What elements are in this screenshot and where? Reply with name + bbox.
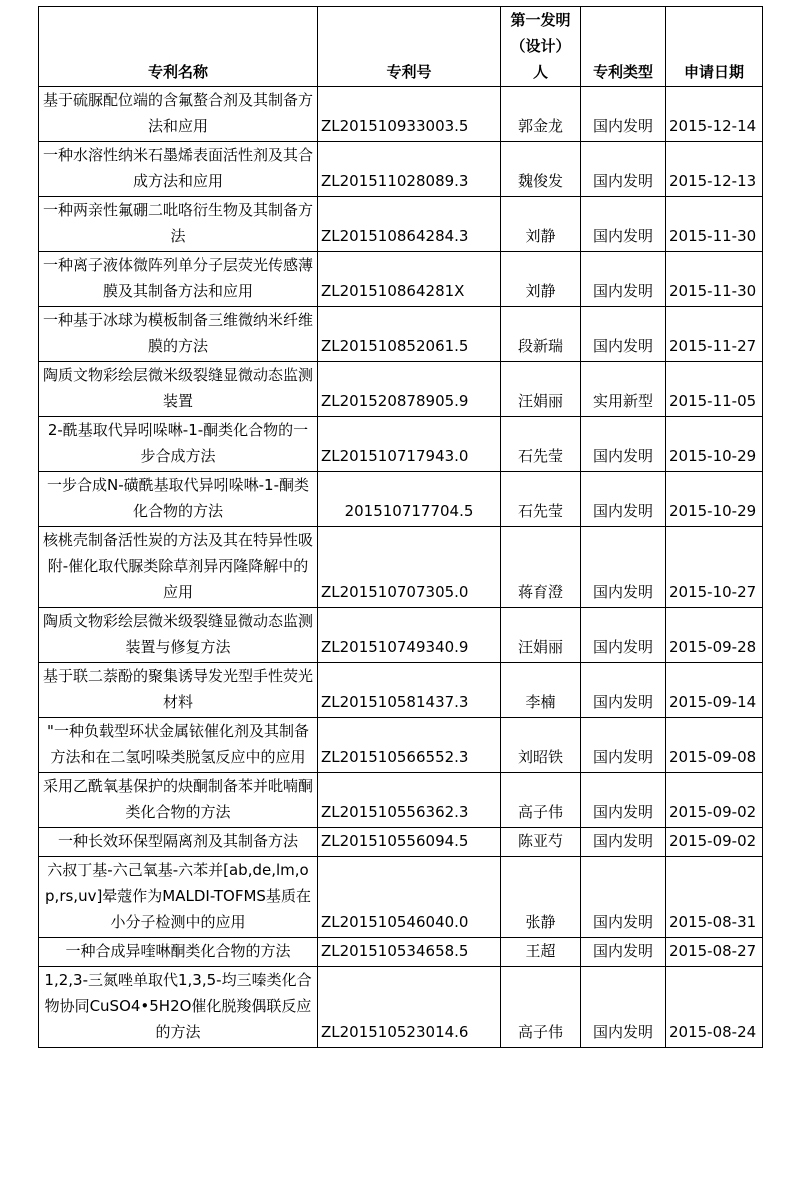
patent-type-cell: 国内发明 [581, 663, 666, 718]
patent-type-cell: 国内发明 [581, 197, 666, 252]
inventor-cell: 汪娟丽 [501, 362, 581, 417]
header-filing-date: 申请日期 [666, 7, 763, 87]
filing-date-cell: 2015-09-02 [666, 828, 763, 857]
inventor-cell: 高子伟 [501, 967, 581, 1048]
table-header-row [39, 7, 763, 87]
filing-date-cell: 2015-10-29 [666, 417, 763, 472]
patent-number-cell: ZL201510933003.5 [318, 87, 501, 142]
inventor-cell: 郭金龙 [501, 87, 581, 142]
table-row [39, 142, 763, 197]
patent-type-cell: 国内发明 [581, 472, 666, 527]
table-row [39, 307, 763, 362]
patent-name-cell: 一种两亲性氟硼二吡咯衍生物及其制备方法 [39, 197, 318, 252]
patent-number-cell: ZL201510864284.3 [318, 197, 501, 252]
patent-number-cell: ZL201510581437.3 [318, 663, 501, 718]
patent-name-cell: 陶质文物彩绘层微米级裂缝显微动态监测装置 [39, 362, 318, 417]
inventor-cell: 石先莹 [501, 417, 581, 472]
inventor-cell: 蒋育澄 [501, 527, 581, 608]
patent-name-cell: 一种水溶性纳米石墨烯表面活性剂及其合成方法和应用 [39, 142, 318, 197]
patent-name-cell: 核桃壳制备活性炭的方法及其在特异性吸附-催化取代脲类除草剂异丙隆降解中的应用 [39, 527, 318, 608]
patent-name-cell: "一种负载型环状金属铱催化剂及其制备方法和在二氢吲哚类脱氢反应中的应用 [39, 718, 318, 773]
patent-type-cell: 国内发明 [581, 87, 666, 142]
filing-date-cell: 2015-11-27 [666, 307, 763, 362]
table-row [39, 362, 763, 417]
patent-name-cell: 陶质文物彩绘层微米级裂缝显微动态监测装置与修复方法 [39, 608, 318, 663]
patent-number-cell: ZL201510556362.3 [318, 773, 501, 828]
filing-date-cell: 2015-10-27 [666, 527, 763, 608]
patent-name-cell: 一步合成N-磺酰基取代异吲哚啉-1-酮类化合物的方法 [39, 472, 318, 527]
inventor-cell: 段新瑞 [501, 307, 581, 362]
filing-date-cell: 2015-11-30 [666, 197, 763, 252]
table-row [39, 718, 763, 773]
patent-name-cell: 六叔丁基-六己氧基-六苯并[ab,de,lm,op,rs,uv]晕蔻作为MALDI-TOFMS基质在小分子检测中的应用 [39, 857, 318, 938]
patent-type-cell: 国内发明 [581, 527, 666, 608]
filing-date-cell: 2015-09-02 [666, 773, 763, 828]
patent-type-cell: 国内发明 [581, 967, 666, 1048]
inventor-cell: 石先莹 [501, 472, 581, 527]
table-row [39, 252, 763, 307]
patent-number-cell: ZL201510707305.0 [318, 527, 501, 608]
patent-number-cell: ZL201510852061.5 [318, 307, 501, 362]
filing-date-cell: 2015-12-14 [666, 87, 763, 142]
table-row [39, 608, 763, 663]
table-row [39, 857, 763, 938]
patent-number-cell: ZL201510534658.5 [318, 938, 501, 967]
inventor-cell: 张静 [501, 857, 581, 938]
header-patent-name: 专利名称 [39, 7, 318, 87]
filing-date-cell: 2015-08-31 [666, 857, 763, 938]
patent-name-cell: 一种长效环保型隔离剂及其制备方法 [39, 828, 318, 857]
patent-name-cell: 基于硫脲配位端的含氟螯合剂及其制备方法和应用 [39, 87, 318, 142]
filing-date-cell: 2015-08-24 [666, 967, 763, 1048]
patent-name-cell: 2-酰基取代异吲哚啉-1-酮类化合物的一步合成方法 [39, 417, 318, 472]
filing-date-cell: 2015-10-29 [666, 472, 763, 527]
patent-number-cell: ZL201510546040.0 [318, 857, 501, 938]
filing-date-cell: 2015-09-14 [666, 663, 763, 718]
header-inventor-line2: （设计）人 [510, 37, 571, 81]
filing-date-cell: 2015-09-08 [666, 718, 763, 773]
filing-date-cell: 2015-11-05 [666, 362, 763, 417]
patent-number-cell: ZL201510749340.9 [318, 608, 501, 663]
patent-type-cell: 实用新型 [581, 362, 666, 417]
header-patent-number: 专利号 [318, 7, 501, 87]
table-row [39, 417, 763, 472]
inventor-cell: 汪娟丽 [501, 608, 581, 663]
patent-type-cell: 国内发明 [581, 142, 666, 197]
filing-date-cell: 2015-12-13 [666, 142, 763, 197]
patent-name-cell: 一种离子液体微阵列单分子层荧光传感薄膜及其制备方法和应用 [39, 252, 318, 307]
patent-name-cell: 基于联二萘酚的聚集诱导发光型手性荧光材料 [39, 663, 318, 718]
patent-type-cell: 国内发明 [581, 417, 666, 472]
inventor-cell: 陈亚芍 [501, 828, 581, 857]
patent-type-cell: 国内发明 [581, 608, 666, 663]
inventor-cell: 刘静 [501, 197, 581, 252]
patent-number-cell: ZL201510556094.5 [318, 828, 501, 857]
patent-number-cell: ZL201510566552.3 [318, 718, 501, 773]
patent-type-cell: 国内发明 [581, 307, 666, 362]
filing-date-cell: 2015-11-30 [666, 252, 763, 307]
patent-type-cell: 国内发明 [581, 252, 666, 307]
table-row [39, 663, 763, 718]
patent-number-cell: ZL201520878905.9 [318, 362, 501, 417]
patent-type-cell: 国内发明 [581, 857, 666, 938]
patent-type-cell: 国内发明 [581, 718, 666, 773]
header-inventor [501, 7, 581, 87]
header-inventor-line1: 第一发明 [510, 11, 571, 29]
patent-number-cell: 201510717704.5 [318, 472, 501, 527]
inventor-cell: 刘昭铁 [501, 718, 581, 773]
inventor-cell: 高子伟 [501, 773, 581, 828]
filing-date-cell: 2015-09-28 [666, 608, 763, 663]
patent-number-cell: ZL20151086428​1X [318, 252, 501, 307]
table-row [39, 527, 763, 608]
patent-name-cell: 一种基于冰球为模板制备三维微纳米纤维膜的方法 [39, 307, 318, 362]
table-row [39, 828, 763, 857]
patent-number-cell: ZL201510523014.6 [318, 967, 501, 1048]
table-row [39, 472, 763, 527]
table-row [39, 773, 763, 828]
patent-type-cell: 国内发明 [581, 938, 666, 967]
table-row [39, 87, 763, 142]
table-row [39, 197, 763, 252]
patent-type-cell: 国内发明 [581, 828, 666, 857]
patent-number-cell: ZL201511028089.3 [318, 142, 501, 197]
inventor-cell: 王超 [501, 938, 581, 967]
inventor-cell: 刘静 [501, 252, 581, 307]
patent-number-cell: ZL201510717943.0 [318, 417, 501, 472]
patent-type-cell: 国内发明 [581, 773, 666, 828]
patent-name-cell: 一种合成异喹啉酮类化合物的方法 [39, 938, 318, 967]
patent-table [38, 6, 763, 1048]
patent-name-cell: 1,2,3-三氮唑单取代1,3,5-均三嗪类化合物协同CuSO4•5H2O催化脱羧偶联反应的方法 [39, 967, 318, 1048]
inventor-cell: 李楠 [501, 663, 581, 718]
header-patent-type: 专利类型 [581, 7, 666, 87]
table-row [39, 967, 763, 1048]
filing-date-cell: 2015-08-27 [666, 938, 763, 967]
inventor-cell: 魏俊发 [501, 142, 581, 197]
patent-name-cell: 采用乙酰氧基保护的炔酮制备苯并吡喃酮类化合物的方法 [39, 773, 318, 828]
table-row [39, 938, 763, 967]
